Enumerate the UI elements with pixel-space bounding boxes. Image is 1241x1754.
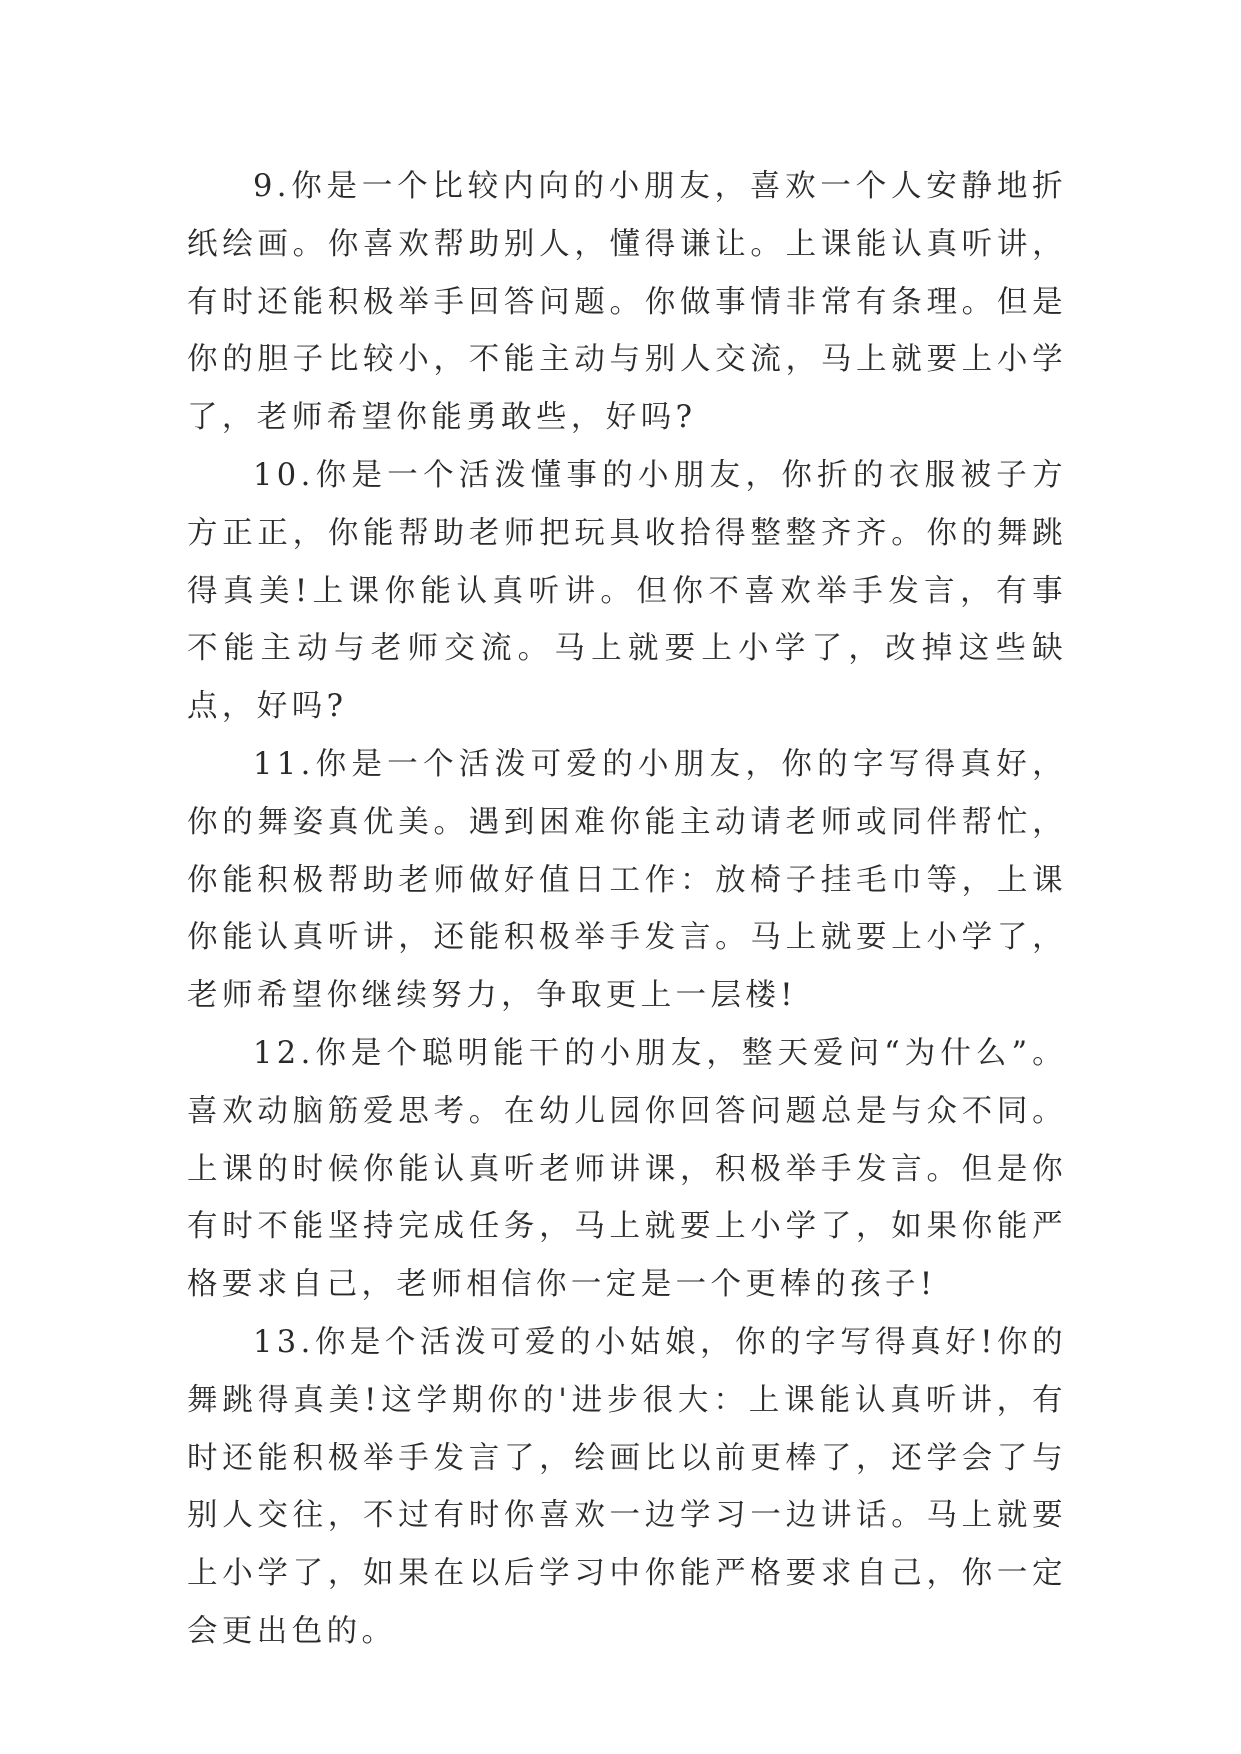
paragraph-12: 12.你是个聪明能干的小朋友，整天爱问“为什么”。喜欢动脑筋爱思考。在幼儿园你回答问题总是与众不同。上课的时候你能认真听老师讲课，积极举手发言。但是你有时不能坚持完成任务，马上就要上小学了，如果你能严格要求自己，老师相信你一定是一个更棒的孩子! <box>187 1035 1067 1303</box>
paragraph-10: 10.你是一个活泼懂事的小朋友，你折的衣服被子方方正正，你能帮助老师把玩具收拾得整整齐齐。你的舞跳得真美!上课你能认真听讲。但你不喜欢举手发言，有事不能主动与老师交流。马上就要上小学了，改掉这些缺点，好吗? <box>187 457 1067 725</box>
paragraph-9: 9.你是一个比较内向的小朋友，喜欢一个人安静地折纸绘画。你喜欢帮助别人，懂得谦让。上课能认真听讲，有时还能积极举手回答问题。你做事情非常有条理。但是你的胆子比较小，不能主动与别人交流，马上就要上小学了，老师希望你能勇敢些，好吗? <box>187 169 1067 436</box>
paragraph-13: 13.你是个活泼可爱的小姑娘，你的字写得真好!你的舞跳得真美!这学期你的'进步很大：上课能认真听讲，有时还能积极举手发言了，绘画比以前更棒了，还学会了与别人交往，不过有时你喜欢一边学习一边讲话。马上就要上小学了，如果在以后学习中你能严格要求自己，你一定会更出色的。 <box>187 1324 1067 1649</box>
document-body <box>187 158 1067 1661</box>
paragraph-11: 11.你是一个活泼可爱的小朋友，你的字写得真好，你的舞姿真优美。遇到困难你能主动请老师或同伴帮忙，你能积极帮助老师做好值日工作：放椅子挂毛巾等，上课你能认真听讲，还能积极举手发言。马上就要上小学了，老师希望你继续努力，争取更上一层楼! <box>187 746 1067 1014</box>
